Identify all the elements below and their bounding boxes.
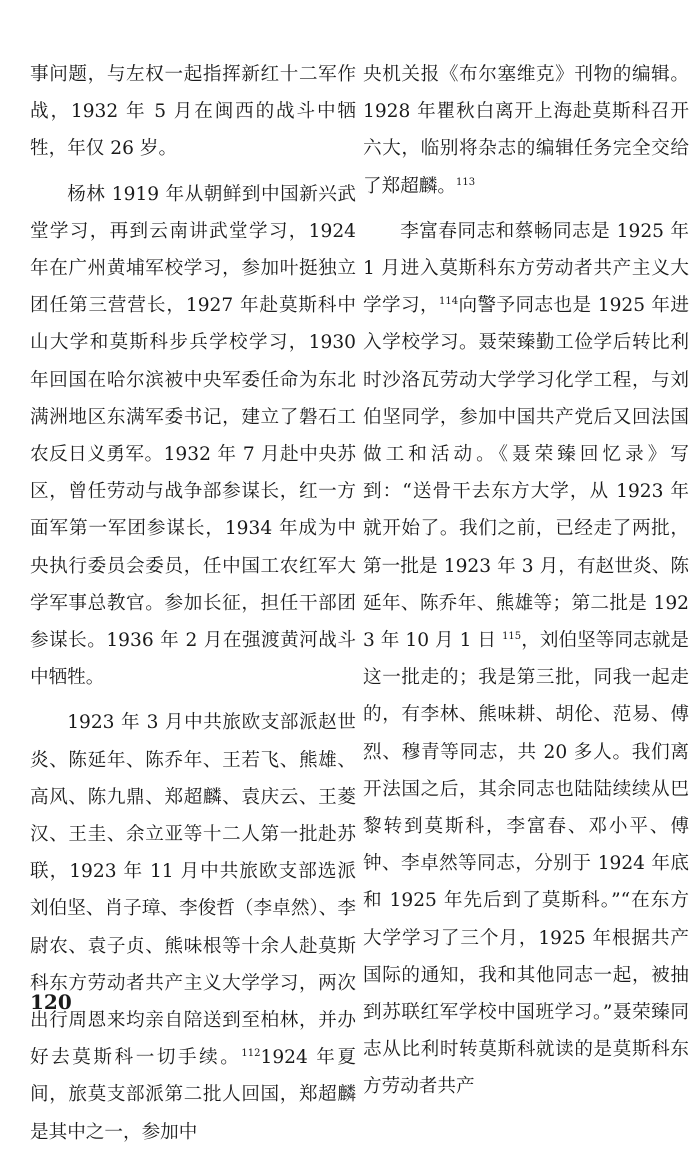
paragraph-right-2 bbox=[363, 213, 689, 1106]
paragraph-text: 李富春同志和蔡畅同志是 1925 年 1 月进入莫斯科东方劳动者共产主义大学学习， bbox=[363, 220, 689, 317]
paragraph-right-1 bbox=[363, 56, 689, 205]
paragraph-text-cont: 向警予同志也是 1925 年进入学校学习。聂荣臻勤工俭学后转比利时沙洛瓦劳动大学学习化学工程，与刘伯坚同学，参加中国共产党后又回法国做工和活动。《聂荣臻回忆录》写到：“送骨干去东方大学，从 1923 年就开始了。我们之前，已经走了两批，第一批是 1923 年 3 月，有赵世炎、陈延年、陈乔年、熊雄等；第二批是 1923 年 10 月 1 日 bbox=[363, 295, 689, 652]
paragraph-text-cont: 1924 年夏间，旅莫支部派第二批人回国，郑超麟是其中之一，参加中 bbox=[30, 1047, 356, 1143]
left-column bbox=[30, 56, 356, 1159]
paragraph-text: 央机关报《布尔塞维克》刊物的编辑。1928 年瞿秋白离开上海赴莫斯科召开六大，临别将杂志的编辑任务完全交给了郑超麟。 bbox=[363, 64, 689, 197]
paragraph-left-1: 事问题，与左权一起指挥新红十二军作战，1932 年 5 月在闽西的战斗中牺牲，年仅 26 岁。 bbox=[30, 64, 356, 160]
paragraph-left-3 bbox=[30, 704, 356, 1150]
paragraph-left-2: 杨林 1919 年从朝鲜到中国新兴武堂学习，再到云南讲武堂学习，1924 年在广州黄埔军校学习，参加叶挺独立团任第三营营长，1927 年赴莫斯科中山大学和莫斯科步兵学校学习，1930 年回国在哈尔滨被中央军委任命为东北满洲地区东满军委书记，建立了磐石工农反日义勇军。1932 年 7 月赴中央苏区，曾任劳动与战争部参谋长，红一方面军第一军团参谋长，1934 年成为中央执行委员会委员，任中国工农红军大学军事总教官。参加长征，担任干部团参谋长。1936 年 2 月在强渡黄河战斗中牺牲。 bbox=[30, 183, 356, 689]
page-number: 120 bbox=[30, 990, 72, 1014]
footnote-marker-113: 113 bbox=[455, 176, 476, 188]
footnote-marker-114: 114 bbox=[438, 296, 459, 308]
right-column bbox=[363, 56, 689, 1114]
footnote-marker-112: 112 bbox=[241, 1048, 261, 1060]
paragraph-text: 1923 年 3 月中共旅欧支部派赵世炎、陈延年、陈乔年、王若飞、熊雄、高风、陈九鼎、郑超麟、袁庆云、王菱汉、王圭、余立亚等十二人第一批赴苏联，1923 年 11 月中共旅欧支部选派刘伯坚、肖子璋、李俊哲（李卓然）、李尉农、袁子贞、熊味根等十余人赴莫斯科东方劳动者共产主义大学学习，两次出行周恩来均亲自陪送到至柏林，并办好去莫斯科一切手续。 bbox=[30, 712, 356, 1069]
footnote-marker-115: 115 bbox=[502, 630, 522, 642]
paragraph-text-cont-2: ，刘伯坚等同志就是这一批走的；我是第三批，同我一起走的，有李林、熊味耕、胡伦、范易、傅烈、穆青等同志，共 20 多人。我们离开法国之后，其余同志也陆陆续续从巴黎转到莫斯科，李富春、邓小平、傅钟、李卓然等同志，分别于 1924 年底和 1925 年先后到了莫斯科。”“在东方大学学习了三个月，1925 年根据共产国际的通知，我和其他同志一起，被抽到苏联红军学校中国班学习。”聂荣臻同志从比利时转莫斯科就读的是莫斯科东方劳动者共产 bbox=[363, 630, 689, 1098]
